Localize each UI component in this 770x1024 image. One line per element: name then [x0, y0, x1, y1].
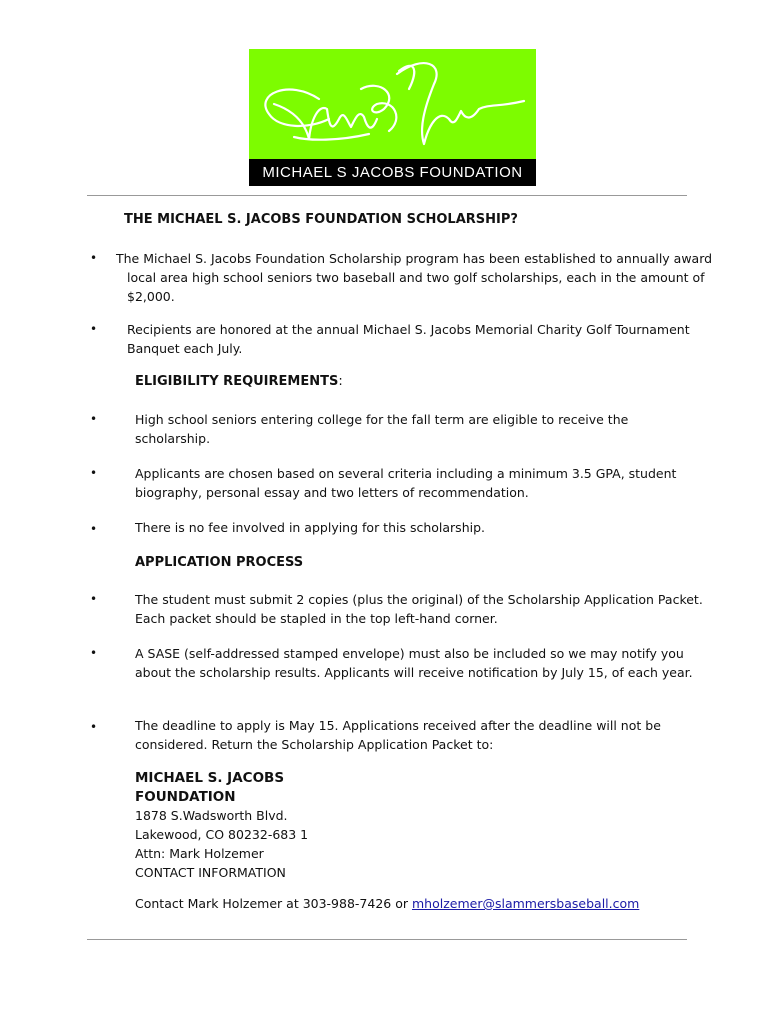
eligibility-item-1: High school seniors entering college for the fall term are eligible to receive the scholarship.: [135, 412, 629, 446]
foundation-logo: [249, 49, 536, 186]
bullet-icon: •: [90, 646, 98, 660]
bullet-icon: •: [90, 522, 98, 536]
contact-information-label: CONTACT INFORMATION: [135, 865, 286, 880]
bullet-icon: •: [90, 322, 98, 336]
eligibility-item-2: Applicants are chosen based on several criteria including a minimum 3.5 GPA, student biography, personal essay and two letters of recommendation.: [135, 466, 677, 500]
bullet-icon: •: [90, 466, 98, 480]
application-heading: APPLICATION PROCESS: [135, 555, 304, 570]
address-street: 1878 S.Wadsworth Blvd.: [135, 808, 288, 823]
bullet-icon: •: [90, 720, 98, 734]
bottom-divider: [87, 939, 687, 940]
eligibility-item-3: There is no fee involved in applying for this scholarship.: [135, 520, 485, 535]
application-item-2: A SASE (self-addressed stamped envelope) must also be included so we may notify you about the scholarship results. Applicants will receive notification by July 15, of each year.: [135, 646, 693, 680]
bullet-icon: •: [90, 592, 98, 606]
page-title: THE MICHAEL S. JACOBS FOUNDATION SCHOLARSHIP?: [124, 212, 518, 227]
bullet-icon: •: [90, 412, 98, 426]
intro-paragraph-2: Recipients are honored at the annual Michael S. Jacobs Memorial Charity Golf Tournament Banquet each July.: [127, 322, 690, 356]
address-attn: Attn: Mark Holzemer: [135, 846, 264, 861]
signature-logo-icon: [249, 49, 536, 159]
foundation-name-heading: MICHAEL S. JACOBS FOUNDATION: [135, 770, 285, 805]
bullet-icon: •: [90, 251, 98, 265]
top-divider: [87, 195, 687, 196]
logo-foundation-name: MICHAEL S JACOBS FOUNDATION: [249, 159, 536, 186]
application-item-3: The deadline to apply is May 15. Applications received after the deadline will not be considered. Return the Scholarship Application Packet to:: [135, 718, 661, 752]
mailing-address: [135, 806, 308, 882]
email-link[interactable]: mholzemer@slammersbaseball.com: [411, 896, 640, 911]
address-city: Lakewood, CO 80232-683 1: [135, 827, 309, 842]
intro-paragraph-1: The Michael S. Jacobs Foundation Scholarship program has been established to annually award local area high school seniors two baseball and two golf scholarships, each in the amount of $2,000.: [116, 251, 713, 304]
contact-line: Contact Mark Holzemer at 303-988-7426 or mholzemer@slammersbaseball.com: [135, 896, 640, 911]
application-item-1: The student must submit 2 copies (plus the original) of the Scholarship Application Packet. Each packet should be stapled in the top left-hand corner.: [135, 592, 703, 626]
eligibility-heading: ELIGIBILITY REQUIREMENTS:: [135, 374, 343, 389]
